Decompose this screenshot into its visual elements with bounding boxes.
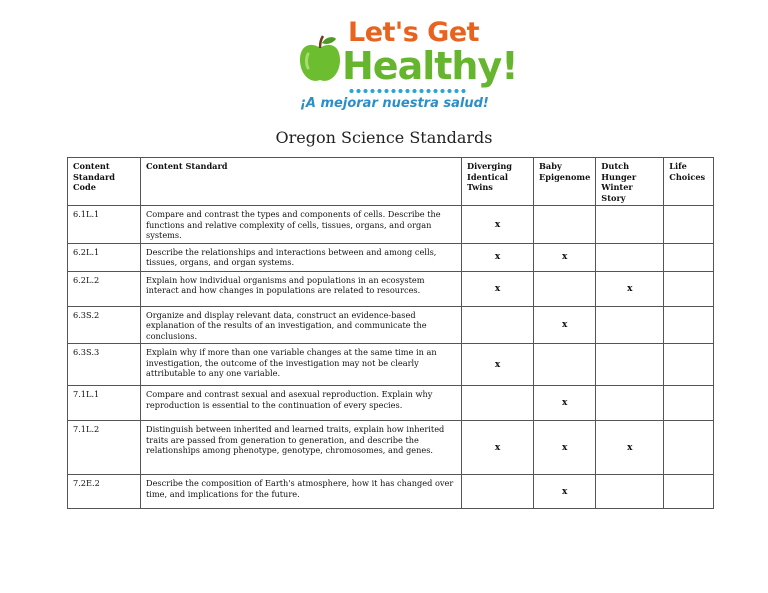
check-mark-cell xyxy=(596,386,664,421)
check-mark-cell xyxy=(596,206,664,244)
standard-description: Distinguish between inherited and learned traits, explain how inherited traits are passed from generation to generation, and describe the relationships among phenotype, genotype, chromosomes, and genes. xyxy=(141,421,462,475)
standard-code: 6.3S.2 xyxy=(68,306,141,344)
table-row xyxy=(68,386,714,421)
check-mark-cell: x xyxy=(534,386,596,421)
check-mark-cell xyxy=(462,306,534,344)
check-mark-cell xyxy=(664,344,714,386)
check-mark-cell xyxy=(664,421,714,475)
check-mark-cell xyxy=(534,344,596,386)
standard-code: 6.2L.1 xyxy=(68,243,141,271)
header-baby-epigenome: Baby Epigenome xyxy=(534,158,596,206)
header-diverging-twins: Diverging Identical Twins xyxy=(462,158,534,206)
check-mark-cell: x xyxy=(596,421,664,475)
logo-tagline: ¡A mejorar nuestra salud! xyxy=(300,96,489,111)
check-mark-cell: x xyxy=(462,271,534,306)
logo-dotted-divider xyxy=(348,88,468,94)
standard-description: Compare and contrast sexual and asexual reproduction. Explain why reproduction is essential to the continuation of every species. xyxy=(141,386,462,421)
header-dutch-hunger: Dutch Hunger Winter Story xyxy=(596,158,664,206)
header-standard: Content Standard xyxy=(141,158,462,206)
table-row xyxy=(68,206,714,244)
logo-text-healthy: Healthy! xyxy=(342,44,518,88)
check-mark-cell: x xyxy=(534,243,596,271)
check-mark-cell: x xyxy=(462,243,534,271)
check-mark-cell: x xyxy=(462,206,534,244)
standard-description: Compare and contrast the types and components of cells. Describe the functions and relative complexity of cells, tissues, organs, and organ systems. xyxy=(141,206,462,244)
table-row xyxy=(68,475,714,509)
standard-code: 6.1L.1 xyxy=(68,206,141,244)
check-mark-cell xyxy=(596,344,664,386)
check-mark-cell: x xyxy=(596,271,664,306)
check-mark-cell xyxy=(462,475,534,509)
table-row xyxy=(68,344,714,386)
check-mark-cell xyxy=(596,475,664,509)
standard-description: Explain why if more than one variable changes at the same time in an investigation, the outcome of the investigation may not be clearly attributable to any one variable. xyxy=(141,344,462,386)
table-row xyxy=(68,243,714,271)
check-mark-cell xyxy=(534,206,596,244)
check-mark-cell xyxy=(462,386,534,421)
check-mark-cell xyxy=(664,243,714,271)
standard-code: 6.3S.3 xyxy=(68,344,141,386)
apple-icon xyxy=(298,34,342,84)
standard-code: 7.2E.2 xyxy=(68,475,141,509)
table-row xyxy=(68,271,714,306)
check-mark-cell xyxy=(664,475,714,509)
standard-code: 7.1L.2 xyxy=(68,421,141,475)
table-row xyxy=(68,421,714,475)
table-header-row xyxy=(68,158,714,206)
header-life-choices: Life Choices xyxy=(664,158,714,206)
logo-text-lets-get: Let's Get xyxy=(348,17,480,48)
check-mark-cell xyxy=(596,243,664,271)
check-mark-cell: x xyxy=(534,306,596,344)
page-title: Oregon Science Standards xyxy=(275,128,493,147)
check-mark-cell xyxy=(664,306,714,344)
header-code: Content Standard Code xyxy=(68,158,141,206)
check-mark-cell xyxy=(664,271,714,306)
standard-description: Explain how individual organisms and populations in an ecosystem interact and how changes in populations are related to resources. xyxy=(141,271,462,306)
check-mark-cell xyxy=(664,386,714,421)
table-row xyxy=(68,306,714,344)
check-mark-cell: x xyxy=(462,421,534,475)
check-mark-cell xyxy=(534,271,596,306)
standard-code: 7.1L.1 xyxy=(68,386,141,421)
check-mark-cell: x xyxy=(534,475,596,509)
standards-table xyxy=(67,157,714,509)
standard-description: Describe the composition of Earth's atmosphere, how it has changed over time, and implications for the future. xyxy=(141,475,462,509)
standard-description: Organize and display relevant data, construct an evidence-based explanation of the results of an investigation, and communicate the conclusions. xyxy=(141,306,462,344)
lets-get-healthy-logo xyxy=(292,12,518,114)
standard-code: 6.2L.2 xyxy=(68,271,141,306)
check-mark-cell: x xyxy=(462,344,534,386)
check-mark-cell xyxy=(664,206,714,244)
check-mark-cell xyxy=(596,306,664,344)
check-mark-cell: x xyxy=(534,421,596,475)
standard-description: Describe the relationships and interactions between and among cells, tissues, organs, and organ systems. xyxy=(141,243,462,271)
